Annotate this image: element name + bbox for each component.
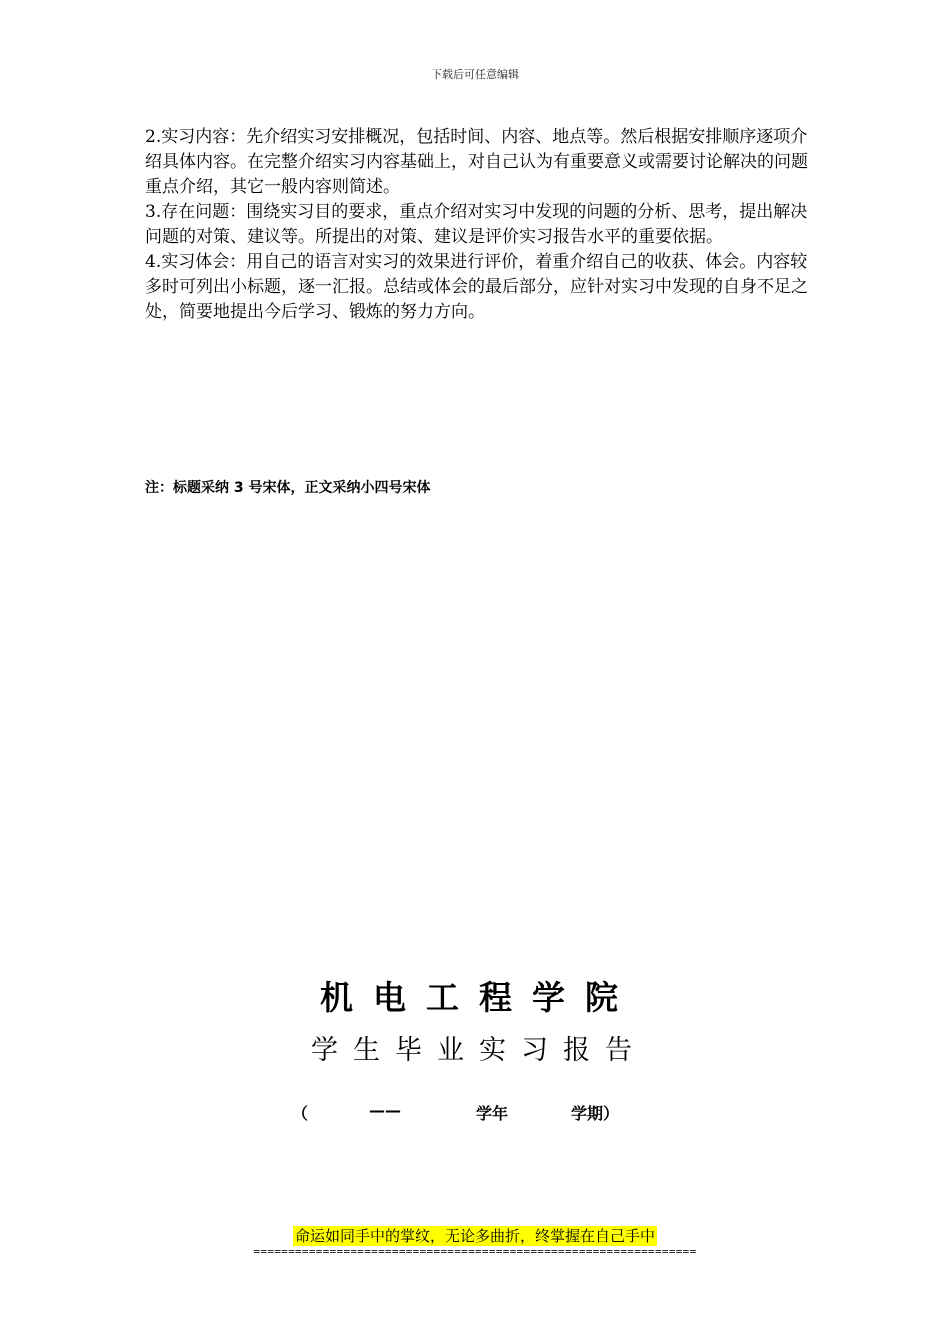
academic-year-label: 学年 bbox=[476, 1104, 509, 1123]
page-header: 下载后可任意编辑 bbox=[431, 68, 519, 81]
cover-subtitle: 学生毕业实习报告 bbox=[311, 1035, 647, 1066]
semester-label: 学期） bbox=[571, 1104, 620, 1123]
motto-container bbox=[0, 1226, 950, 1246]
paragraph-internship-content: 2.实习内容：先介绍实习安排概况，包括时间、内容、地点等。然后根据安排顺序逐项介绍具体内容。在完整介绍实习内容基础上，对自己认为有重要意义或需要讨论解决的问题重点介绍，其它一般内容则简述。 bbox=[145, 127, 808, 197]
year-dash: —— bbox=[369, 1101, 401, 1120]
motto-highlight: 命运如同手中的掌纹，无论多曲折，终掌握在自己手中 bbox=[294, 1227, 655, 1245]
open-paren: （ bbox=[292, 1104, 309, 1123]
paragraph-existing-problems: 3.存在问题：围绕实习目的要求，重点介绍对实习中发现的问题的分析、思考，提出解决问题的对策、建议等。所提出的对策、建议是评价实习报告水平的重要依据。 bbox=[145, 202, 808, 247]
paragraph-internship-reflections: 4.实习体会：用自己的语言对实习的效果进行评价，着重介绍自己的收获、体会。内容较多时可列出小标题，逐一汇报。总结或体会的最后部分，应针对实习中发现的自身不足之处，简要地提出今后学习、锻炼的努力方向。 bbox=[145, 252, 808, 322]
format-note: 注：标题采纳 3 号宋体，正文采纳小四号宋体 bbox=[145, 480, 431, 496]
footer-rule: ================================================================ bbox=[253, 1245, 697, 1258]
document-body bbox=[145, 125, 815, 325]
cover-title: 机电工程学院 bbox=[320, 978, 638, 1017]
